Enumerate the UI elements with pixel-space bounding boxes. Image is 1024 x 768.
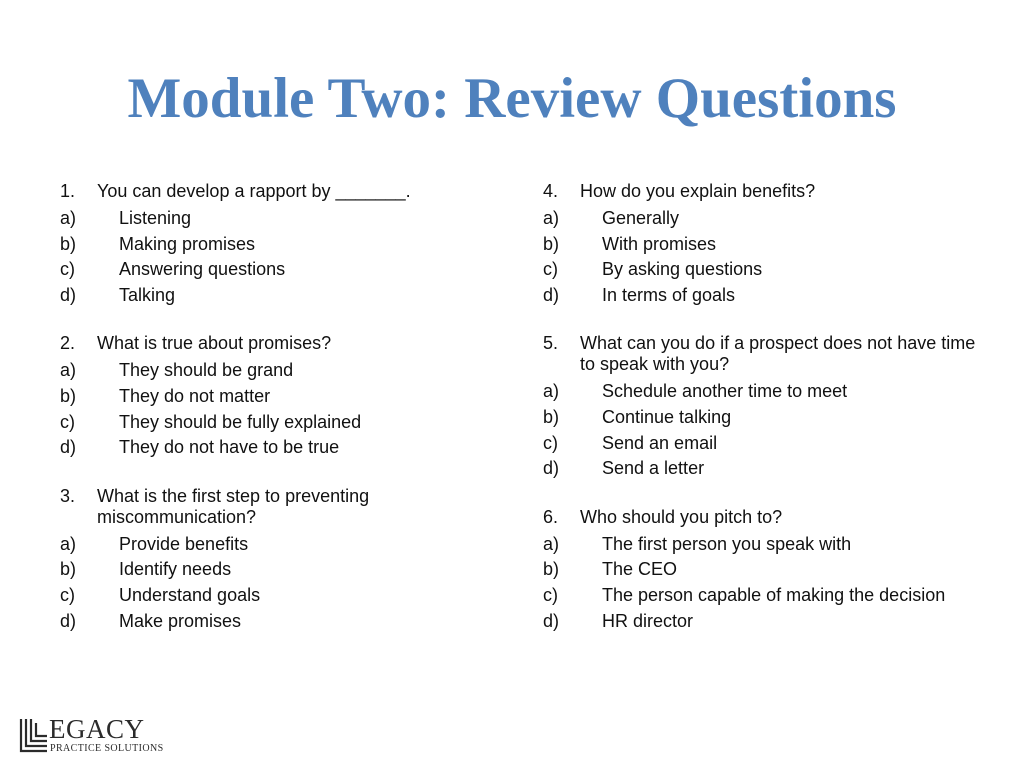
question-6 [543,507,993,634]
option-text: Understand goals [119,584,261,605]
option-letter: b) [543,406,560,427]
question-number: 6. [543,506,559,527]
question-line [543,333,993,375]
question-number: 2. [60,333,76,354]
option-text: Provide benefits [119,533,249,554]
questions-column-right [543,181,993,659]
option-letter: a) [60,533,77,554]
option-text: Making promises [119,233,256,254]
option-text: Send an email [602,432,718,453]
option-row [60,283,500,309]
option-letter: a) [543,208,560,228]
option-letter: d) [543,458,560,479]
option-text: Generally [602,208,680,228]
question-number: 3. [60,485,76,506]
question-1 [60,181,500,308]
option-text: They do not have to be true [119,437,340,458]
option-letter: c) [60,259,75,280]
option-letter: b) [60,385,77,406]
option-letter: d) [543,284,560,305]
question-line [543,181,993,202]
option-row [60,410,500,436]
option-row [543,283,993,309]
question-3 [60,486,500,634]
question-line [60,333,500,354]
question-text: Who should you pitch to? [580,506,783,527]
option-text: The CEO [602,559,678,580]
option-letter: c) [543,259,558,280]
option-letter: a) [543,533,560,554]
option-letter: b) [60,233,77,254]
option-text: The person capable of making the decision [602,584,946,605]
question-line [543,507,993,528]
question-text: What is true about promises? [97,333,332,354]
option-row [60,532,500,558]
option-row [60,232,500,258]
option-text: Schedule another time to meet [602,381,848,402]
option-letter: b) [543,233,560,254]
option-row [543,232,993,258]
option-row [543,257,993,283]
option-text: With promises [602,233,717,254]
option-row [60,358,500,384]
option-row [543,456,993,482]
page-title: Module Two: Review Questions [127,67,897,130]
question-text: What can you do if a prospect does not have time to speak with you? [580,333,976,375]
option-letter: d) [60,610,77,631]
option-text: They should be grand [119,360,294,381]
option-letter: c) [60,584,75,605]
questions-column-left [60,181,500,659]
option-text: Send a letter [602,458,705,479]
option-text: Continue talking [602,406,732,427]
option-text: Make promises [119,610,242,631]
option-row [60,257,500,283]
question-4 [543,181,993,308]
option-row [543,379,993,405]
option-text: By asking questions [602,259,763,280]
option-row [543,405,993,431]
option-letter: b) [543,559,560,580]
option-text: HR director [602,610,694,631]
option-letter: d) [543,610,560,631]
option-letter: b) [60,559,77,580]
question-text: What is the first step to preventing miscommunication? [97,485,370,527]
question-number: 5. [543,333,559,354]
option-row [60,557,500,583]
question-line [60,486,500,528]
option-row [543,609,993,635]
question-2 [60,333,500,460]
option-row [60,435,500,461]
option-text: Answering questions [119,259,286,280]
option-text: Identify needs [119,559,232,580]
option-text: They should be fully explained [119,411,362,432]
option-text: The first person you speak with [602,533,852,554]
option-row [543,532,993,558]
question-line [60,181,500,202]
option-letter: d) [60,437,77,458]
option-letter: c) [60,411,75,432]
question-text: You can develop a rapport by _______. [97,181,411,201]
option-row [543,557,993,583]
option-letter: a) [60,360,77,381]
option-text: They do not matter [119,385,271,406]
option-row [60,609,500,635]
option-row [543,583,993,609]
legacy-l-mark-icon [19,717,49,753]
question-text: How do you explain benefits? [580,181,816,201]
option-text: Listening [119,208,192,228]
option-row [543,206,993,232]
option-letter: c) [543,584,558,605]
option-row [543,431,993,457]
option-text: Talking [119,284,176,305]
question-number: 4. [543,181,559,201]
question-5 [543,333,993,481]
option-text: In terms of goals [602,284,736,305]
question-number: 1. [60,181,76,201]
logo-wordmark: EGACY [49,714,145,744]
logo-subtitle: PRACTICE SOLUTIONS [50,743,164,754]
option-row [60,206,500,232]
option-row [60,384,500,410]
option-letter: c) [543,432,558,453]
legacy-logo [19,714,179,757]
option-row [60,583,500,609]
option-letter: a) [60,208,77,228]
option-letter: a) [543,381,560,402]
option-letter: d) [60,284,77,305]
